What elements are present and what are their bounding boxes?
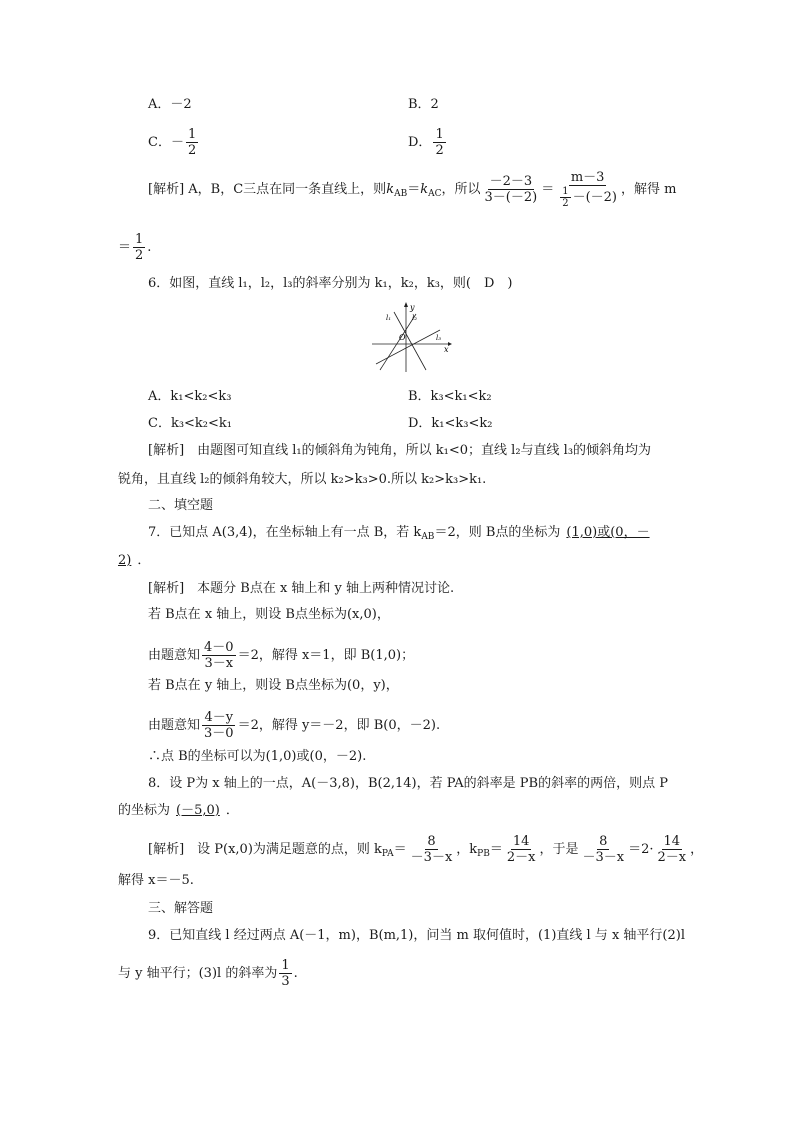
q6-option-a: A．k₁<k₂<k₃ bbox=[148, 389, 232, 404]
q5-solution: [解析] A，B，C三点在同一条直线上，则$k_{AB}=k_{AC}$，所以 $\frac{-2-3}{3-(-2)}$ ＝ m－3 $\frac{1}{2}$ －(－2) ，解得 m bbox=[148, 170, 677, 209]
q8-solution-2: 解得 x＝－5. bbox=[118, 873, 194, 888]
label-l3: l₃ bbox=[436, 334, 442, 342]
label-x: x bbox=[444, 345, 449, 354]
q8-solution: [解析] 设 P(x,0)为满足题意的点，则 $k_{PA}=$ $\frac{8}{-3-x}$ ，$k_{PB}=$ $\frac{14}{2-x}$ ，于是 $\frac{8}{-3-x}$ ＝2· $\frac{14}{2-x}$ ， bbox=[148, 834, 704, 865]
x-axis-arrow bbox=[448, 342, 452, 346]
section-fill-in: 二、填空题 bbox=[148, 498, 214, 513]
q6-option-d: D．k₁<k₃<k₂ bbox=[408, 416, 493, 431]
q7-solution-3: 由题意知 $\frac{4-0}{3-x}$ ＝2，解得 x＝1，即 B(1,0)； bbox=[148, 640, 415, 671]
q6-option-c: C．k₃<k₂<k₁ bbox=[148, 416, 232, 431]
q7-stem-end: 2) ． bbox=[118, 553, 151, 568]
q5-option-c: C．－ $\frac{1}{2}$ bbox=[148, 127, 197, 158]
q6-figure bbox=[372, 302, 452, 374]
line-l3 bbox=[376, 330, 440, 364]
q7-solution-1: [解析] 本题分 B点在 x 轴上和 y 轴上两种情况讨论. bbox=[148, 581, 455, 596]
label-l1: l₁ bbox=[386, 314, 392, 322]
q6-solution-2: 锐角，且直线 l₂的倾斜角较大，所以 k₂>k₃>0.所以 k₂>k₃>k₁. bbox=[118, 472, 487, 487]
q6-option-b: B．k₃<k₁<k₂ bbox=[408, 389, 492, 404]
q7-solution-4: 若 B点在 y 轴上，则设 B点坐标为(0，y)， bbox=[148, 678, 399, 693]
label-l2: l₂ bbox=[412, 314, 418, 322]
q5-option-d: D． $\frac{1}{2}$ bbox=[408, 127, 444, 158]
q5-option-b: B．2 bbox=[408, 97, 439, 112]
q6-stem: 6．如图，直线 l₁，l₂，l₃的斜率分别为 k₁，k₂，k₃，则( D ) bbox=[148, 276, 513, 291]
label-o: O bbox=[399, 333, 406, 342]
q9-line-1: 9．已知直线 l 经过两点 A(－1，m)，B(m,1)，问当 m 取何值时，(1)直线 l 与 x 轴平行(2)l bbox=[148, 928, 685, 943]
q7-solution-6: ∴点 B的坐标可以为(1,0)或(0，－2). bbox=[148, 749, 367, 764]
q7-solution-5: 由题意知 $\frac{4-y}{3-0}$ ＝2，解得 y＝－2，即 B(0，－2). bbox=[148, 710, 441, 741]
q8-stem-2: 的坐标为 (－5,0) ． bbox=[118, 803, 239, 818]
q5-option-a: A．－2 bbox=[148, 97, 192, 112]
q7-solution-2: 若 B点在 x 轴上，则设 B点坐标为(x,0)， bbox=[148, 607, 390, 622]
q5-solution-end: ＝ $\frac{1}{2}$ . bbox=[118, 232, 152, 263]
q9-line-2: 与 y 轴平行；(3)l 的斜率为 $\frac{1}{3}$ . bbox=[118, 958, 298, 989]
label-y: y bbox=[410, 303, 415, 312]
q7-stem: 7．已知点 A(3,4)，在坐标轴上有一点 B，若 $k_{AB}=2$，则 B点的坐标为 (1,0)或(0，－ bbox=[148, 525, 650, 542]
y-axis-arrow bbox=[404, 302, 408, 307]
q6-solution-1: [解析] 由题图可知直线 l₁的倾斜角为钝角，所以 k₁<0；直线 l₂与直线 l₃的倾斜角均为 bbox=[148, 443, 652, 458]
section-answer: 三、解答题 bbox=[148, 901, 214, 916]
q8-stem-1: 8．设 P为 x 轴上的一点，A(－3,8)，B(2,14)，若 PA的斜率是 PB的斜率的两倍，则点 P bbox=[148, 776, 668, 791]
